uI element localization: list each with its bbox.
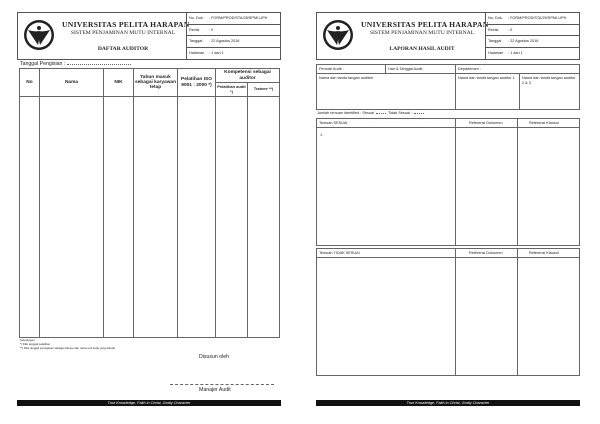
hari-tanggal-field[interactable]: Hari & Tanggal Audit : (388, 67, 425, 71)
ref-klausul-header: Referensi Klausul (529, 251, 559, 255)
meta-row (486, 25, 580, 37)
cell-nik[interactable] (104, 97, 134, 338)
col-pelatihan-iso: Pelatihan ISO 9001 : 2000 *) (178, 69, 216, 97)
meta-value: : 22 Agustus 2016 (508, 39, 539, 43)
divider (455, 65, 456, 109)
footer-motto: True Knowledge, Faith in Christ, Godly Character (316, 400, 580, 406)
meta-value: : 22 Agustus 2016 (209, 39, 240, 43)
meta-label: No. Dok. (189, 16, 204, 20)
periode-audit-field[interactable]: Periode Audit : (319, 67, 344, 71)
page-daftar-auditor (17, 8, 281, 408)
col-nama: Nama (40, 69, 104, 97)
meta-label: Revisi (488, 27, 499, 32)
meta-value: : 1 dari 1 (209, 50, 224, 55)
ref-klausul-header: Referensi Klausul (529, 121, 559, 125)
meta-row (486, 36, 580, 48)
university-name: UNIVERSITAS PELITA HARAPAN (361, 20, 489, 29)
divider (455, 119, 456, 245)
document-title: DAFTAR AUDITOR (97, 46, 149, 52)
col-pelatihan-audit: Pelatihan audit *) (216, 83, 248, 97)
jumlah-temuan-label: Jumlah temuan identified : Sesuai (317, 111, 374, 115)
meta-row (187, 48, 281, 60)
meta-row (187, 36, 281, 48)
col-trainee: Trainee **) (248, 83, 280, 97)
tidak-sesuai-count-line (414, 111, 424, 114)
col-kompetensi: Kompetensi sebagai auditor (216, 69, 280, 83)
sesuai-count-line (376, 111, 386, 114)
auditor23-signature-field[interactable]: Nama dan tanda tangan auditor 2 & 3 (522, 76, 576, 85)
meta-label: Tanggal (488, 39, 502, 43)
divider (519, 73, 520, 109)
keterangan (20, 339, 115, 350)
document-meta (186, 13, 281, 59)
divider (517, 119, 518, 245)
meta-value: : FORM/PROD/STA/29/SPMI-UPH (508, 16, 567, 20)
document-meta (485, 13, 580, 59)
disusun-oleh: Disusun oleh (199, 354, 229, 360)
unit-name: SISTEM PENJAMINAN MUTU INTERNAL (70, 30, 176, 36)
auditor-table (19, 68, 280, 338)
uph-logo-icon (22, 15, 56, 55)
tanggal-pengisian-field[interactable] (20, 60, 131, 67)
audit-info-box (316, 64, 580, 110)
divider (317, 257, 579, 258)
tanggal-pengisian-label: Tanggal Pengisian : (20, 61, 66, 67)
meta-row (486, 13, 580, 25)
cell-pelatihan-iso[interactable] (178, 97, 216, 338)
document-title: LAPORAN HASIL AUDIT (389, 46, 455, 52)
meta-label: Halaman (189, 50, 205, 55)
temuan-item-number[interactable]: 1. (320, 133, 324, 137)
meta-value: : 0 (508, 27, 513, 32)
meta-value: : 1 dari 1 (508, 50, 523, 55)
keterangan-line: **) Diisi tanggal penugasan sebagai trainee dan nama unit kerja yang diaudit (20, 345, 115, 350)
university-name: UNIVERSITAS PELITA HARAPAN (62, 20, 190, 29)
meta-label: No. Dok. (488, 16, 503, 20)
cell-trainee[interactable] (248, 97, 280, 338)
meta-row (187, 13, 281, 25)
tanggal-pengisian-line (67, 60, 131, 65)
ref-dokumen-header: Referensi Dokumen (469, 121, 503, 125)
temuan-sesuai-table (316, 118, 580, 246)
keterangan-title: Keterangan : (20, 338, 37, 342)
tidak-sesuai-label: Tidak Sesuai : (388, 111, 412, 115)
footer-motto: True Knowledge, Faith in Christ, Godly Character (17, 400, 281, 406)
meta-row (486, 48, 580, 60)
divider (317, 73, 579, 74)
cell-no[interactable] (20, 97, 40, 338)
departemen-field[interactable]: Departemen : (458, 67, 482, 71)
uph-logo-icon (321, 15, 355, 55)
auditor1-signature-field[interactable]: Nama dan tanda tangan auditor 1 (458, 76, 515, 80)
divider (385, 65, 386, 73)
meta-row (187, 25, 281, 37)
divider (455, 249, 456, 375)
cell-pelatihan-audit[interactable] (216, 97, 248, 338)
document-header (17, 12, 281, 60)
signature-line (170, 384, 274, 385)
document-header (316, 12, 580, 60)
meta-label: Revisi (189, 27, 200, 32)
ref-dokumen-header: Referensi Dokumen (469, 251, 503, 255)
temuan-sesuai-header: Temuan SESUAI (319, 121, 348, 125)
cell-tahun[interactable] (134, 97, 178, 338)
divider (517, 249, 518, 375)
meta-label: Halaman (488, 50, 504, 55)
divider (317, 127, 579, 128)
auditee-signature-field[interactable]: Nama dan tanda tangan auditee (319, 76, 374, 80)
jumlah-temuan-field[interactable] (317, 111, 426, 115)
meta-value: : 0 (209, 27, 214, 32)
meta-value: : FORM/PROD/STA/28/SPMI-UPH (209, 16, 268, 20)
page-laporan-hasil-audit (316, 8, 580, 408)
col-nik: NIK (104, 69, 134, 97)
temuan-tidak-sesuai-table (316, 248, 580, 376)
manajer-audit-label: Manajer Audit (199, 387, 231, 393)
keterangan-line: *) Diisi tanggal pelatihan (20, 341, 51, 346)
meta-label: Tanggal (189, 39, 203, 43)
temuan-tidak-sesuai-header: Temuan TIDAK SESUAI (319, 251, 360, 255)
col-no: No (20, 69, 40, 97)
cell-nama[interactable] (40, 97, 104, 338)
col-tahun-masuk: Tahun masuk sebagai karyawan tetap (134, 69, 178, 97)
unit-name: SISTEM PENJAMINAN MUTU INTERNAL (369, 30, 475, 36)
